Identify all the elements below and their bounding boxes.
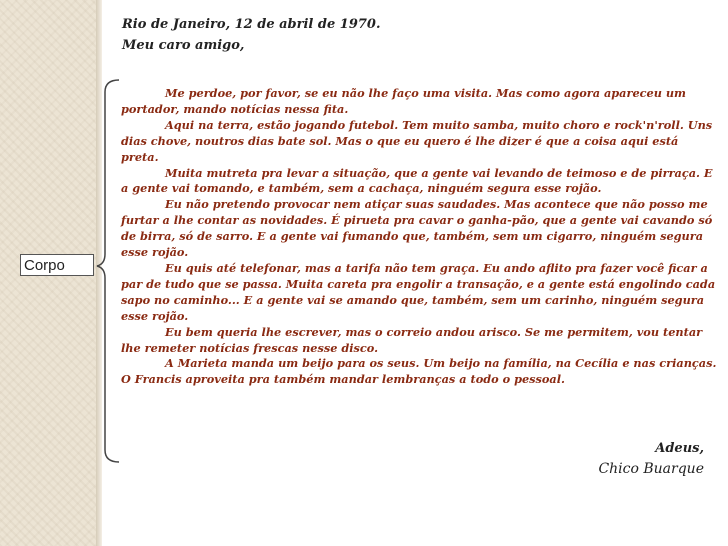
paragraph: Eu bem queria lhe escrever, mas o correio andou arisco. Se me permitem, vou tentar lhe remeter notícias frescas nesse disco.: [121, 324, 703, 355]
signature: Chico Buarque: [598, 461, 704, 477]
paragraph: Eu não pretendo provocar nem atiçar suas saudades. Mas acontece que não posso me furtar a lhe contar as novidades. É pirueta pra cavar o ganha-pão, que a gente vai cavando só de birra, só de sarro. E a gente vai fumando que, também, sem um cigarro, ninguém segura esse rojão.: [121, 197, 713, 260]
corpo-label: Corpo: [20, 254, 94, 276]
letter-closing: [598, 438, 704, 480]
letter-body: [121, 86, 717, 388]
farewell: Adeus,: [655, 441, 704, 456]
body-bracket: [95, 78, 125, 468]
letter-header: [122, 14, 381, 56]
paragraph: Muita mutreta pra levar a situação, que a gente vai levando de teimoso e de pirraça. E a gente vai tomando, e também, sem a cachaça, ninguém segura esse rojão.: [121, 165, 713, 196]
paragraph: Eu quis até telefonar, mas a tarifa não tem graça. Eu ando aflito pra fazer você ficar a par de tudo que se passa. Muita careta pra engolir a transação, e a gente está engolindo cada sapo no caminho... E a gente vai se amando que, também, sem um carinho, ninguém segura esse rojão.: [121, 260, 716, 323]
paragraph: Me perdoe, por favor, se eu não lhe faço uma visita. Mas como agora apareceu um portador, mando notícias nessa fita.: [121, 86, 687, 116]
paragraph: A Marieta manda um beijo para os seus. Um beijo na família, na Cecília e nas crianças. O Francis aproveita pra também mandar lembranças a todo o pessoal.: [121, 356, 717, 387]
greeting: Meu caro amigo,: [122, 38, 245, 53]
paragraph: Aqui na terra, estão jogando futebol. Tem muito samba, muito choro e rock'n'roll. Uns dias chove, noutros dias bate sol. Mas o que eu quero é lhe dizer é que a coisa aqui está preta.: [121, 117, 713, 164]
place-date: Rio de Janeiro, 12 de abril de 1970.: [122, 17, 381, 32]
